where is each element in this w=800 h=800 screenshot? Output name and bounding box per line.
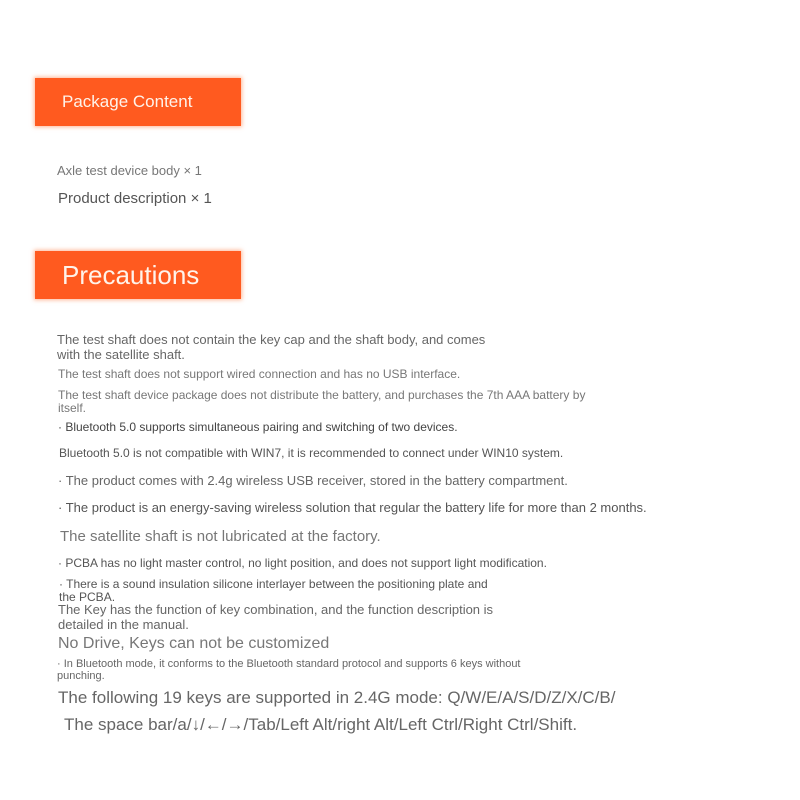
precaution-line-2: The test shaft does not support wired connection and has no USB interface. — [58, 367, 461, 381]
precaution-line-8: The satellite shaft is not lubricated at the factory. — [60, 528, 381, 545]
precaution-line-5: Bluetooth 5.0 is not compatible with WIN7, it is recommended to connect under WIN10 system. — [59, 446, 564, 460]
package-content-title: Package Content — [62, 92, 193, 111]
precaution-line-13: · In Bluetooth mode, it conforms to the Bluetooth standard protocol and supports 6 keys without punching. — [57, 658, 521, 683]
precaution-line-3: The test shaft device package does not distribute the battery, and purchases the 7th AAA battery by itself. — [58, 388, 586, 415]
precaution-line-9: · PCBA has no light master control, no light position, and does not support light modification. — [58, 556, 547, 570]
package-item-1: Axle test device body × 1 — [57, 163, 202, 178]
precautions-banner — [35, 251, 241, 299]
precaution-line-6: · The product comes with 2.4g wireless USB receiver, stored in the battery compartment. — [58, 473, 568, 488]
precaution-line-12: No Drive, Keys can not be customized — [58, 635, 330, 652]
package-content-banner — [35, 78, 241, 126]
precaution-line-4: · Bluetooth 5.0 supports simultaneous pairing and switching of two devices. — [58, 420, 458, 434]
precaution-line-7: · The product is an energy-saving wireless solution that regular the battery life for more than 2 months. — [58, 500, 647, 515]
precaution-line-11: The Key has the function of key combination, and the function description is detailed in the manual. — [58, 602, 494, 632]
precaution-line-1: The test shaft does not contain the key cap and the shaft body, and comes with the satellite shaft. — [57, 332, 486, 362]
package-item-2: Product description × 1 — [58, 190, 212, 207]
precaution-line-15: The space bar/a/↓/←/→/Tab/Left Alt/right Alt/Left Ctrl/Right Ctrl/Shift. — [64, 715, 578, 734]
precaution-line-10: · There is a sound insulation silicone interlayer between the positioning plate and the PCBA. — [59, 577, 488, 605]
precautions-title: Precautions — [62, 259, 200, 290]
precaution-line-14: The following 19 keys are supported in 2.4G mode: Q/W/E/A/S/D/Z/X/C/B/ — [58, 688, 616, 707]
